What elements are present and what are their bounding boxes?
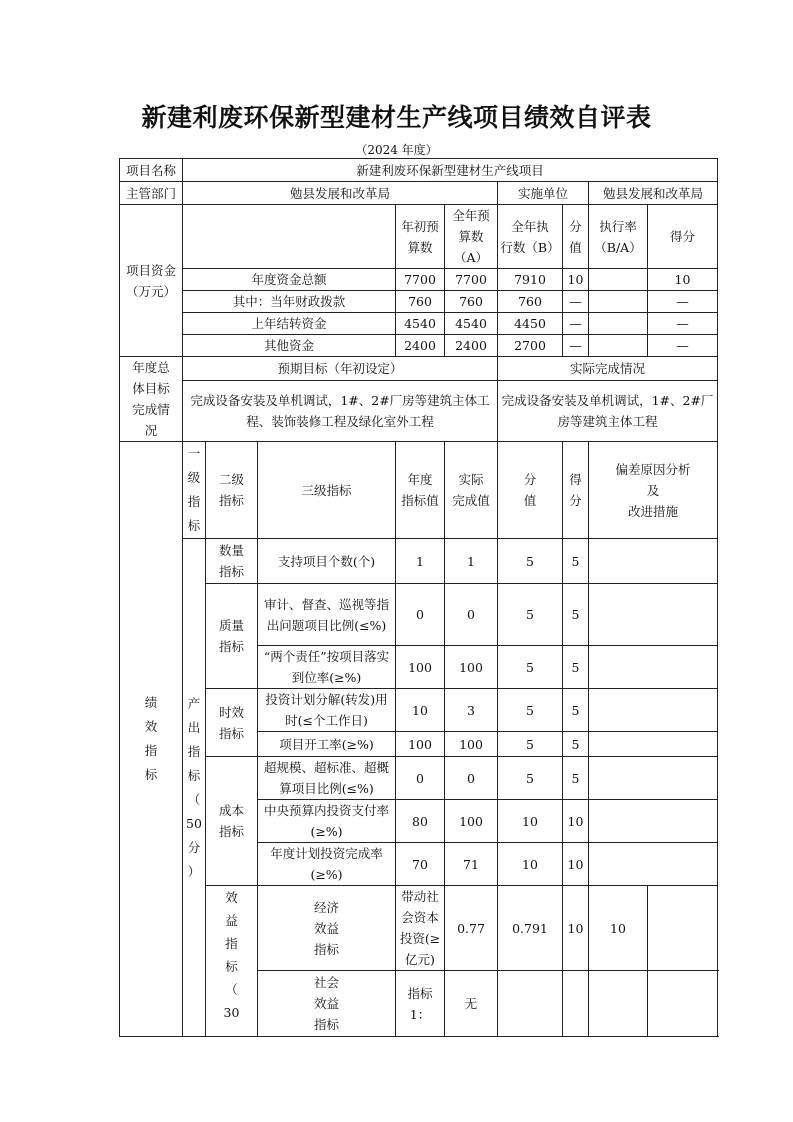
label-impl-unit: 实施单位	[498, 182, 589, 205]
label-output: 产 出 指 标 （ 50 分 ）	[183, 539, 206, 1037]
indicator-points	[563, 971, 589, 1037]
hdr-score: 得分	[648, 205, 718, 269]
label-dept: 主管部门	[120, 182, 183, 205]
label-expected-goal: 预期目标（年初设定）	[183, 357, 498, 381]
indicator-actual: 71	[445, 843, 498, 886]
indicator-name: 审计、督查、巡视等指出问题项目比例(≤%)	[258, 584, 396, 646]
indicator-actual	[498, 971, 563, 1037]
indicator-note	[589, 732, 718, 757]
indicator-actual: 1	[445, 539, 498, 584]
value-project-name: 新建利废环保新型建材生产线项目	[183, 159, 718, 182]
row-indicator-header	[120, 442, 718, 539]
report-year: （2024 年度）	[355, 143, 438, 157]
indicator-note	[589, 800, 718, 843]
label-actual-done: 实际完成情况	[498, 357, 718, 381]
fund-score: —	[648, 291, 718, 313]
fund-exec: 7910	[498, 269, 563, 291]
fund-points: 10	[563, 269, 589, 291]
row-indicator	[120, 689, 718, 732]
row-goal-header	[120, 357, 718, 381]
label-quality: 质量 指标	[206, 584, 258, 689]
indicator-note	[589, 539, 718, 584]
indicator-target: 70	[396, 843, 445, 886]
indicator-note	[589, 646, 718, 689]
indicator-target: 80	[396, 800, 445, 843]
fund-label: 上年结转资金	[183, 313, 396, 335]
fund-exec: 760	[498, 291, 563, 313]
fund-points: —	[563, 313, 589, 335]
label-quantity: 数量 指标	[206, 539, 258, 584]
indicator-points: 5	[498, 757, 563, 800]
fund-rate	[589, 269, 648, 291]
indicator-name: 支持项目个数(个)	[258, 539, 396, 584]
indicator-name: “两个责任”按项目落实到位率(≥%)	[258, 646, 396, 689]
fund-initial: 4540	[396, 313, 445, 335]
hdr-actual-value: 实际 完成值	[445, 442, 498, 539]
fund-score: 10	[648, 269, 718, 291]
indicator-target: 100	[396, 646, 445, 689]
fund-initial: 760	[396, 291, 445, 313]
indicator-actual: 0	[445, 757, 498, 800]
indicator-points: 5	[498, 584, 563, 646]
fund-full: 4540	[445, 313, 498, 335]
indicator-score: 5	[563, 732, 589, 757]
hdr-full-year-budget: 全年预 算数 （A）	[445, 205, 498, 269]
indicator-note	[589, 757, 718, 800]
fund-points: —	[563, 335, 589, 357]
indicator-score: 5	[563, 646, 589, 689]
fund-label: 其中：当年财政拨款	[183, 291, 396, 313]
indicator-points: 10	[498, 800, 563, 843]
indicator-points: 5	[498, 689, 563, 732]
row-indicator	[120, 584, 718, 646]
fund-full: 2400	[445, 335, 498, 357]
row-fund-total	[120, 269, 718, 291]
indicator-target: 1	[396, 539, 445, 584]
indicator-points: 10	[563, 886, 589, 971]
row-goal-content	[120, 380, 718, 441]
row-funds-header	[120, 205, 718, 269]
hdr-initial-budget: 年初预 算数	[396, 205, 445, 269]
indicator-name: 年度计划投资完成率(≥%)	[258, 843, 396, 886]
indicator-note	[589, 584, 718, 646]
indicator-name: 指标 1：	[396, 971, 445, 1037]
indicator-name: 投资计划分解(转发)用时(≤个工作日)	[258, 689, 396, 732]
hdr-deviation: 偏差原因分析 及 改进措施	[589, 442, 718, 539]
indicator-note	[648, 971, 718, 1037]
label-funds: 项目资金 （万元）	[120, 205, 183, 357]
indicator-name: 超规模、超标准、超概算项目比例(≤%)	[258, 757, 396, 800]
fund-initial: 2400	[396, 335, 445, 357]
indicator-actual: 100	[445, 800, 498, 843]
fund-score: —	[648, 313, 718, 335]
label-benefit: 效 益 指 标 （ 30	[206, 886, 258, 1037]
indicator-target: 0	[396, 757, 445, 800]
evaluation-table-wrap	[119, 158, 717, 1032]
indicator-score: 5	[563, 584, 589, 646]
indicator-points: 10	[498, 843, 563, 886]
funds-header-blank	[183, 205, 396, 269]
row-project-name	[120, 159, 718, 182]
hdr-level3: 三级指标	[258, 442, 396, 539]
fund-rate	[589, 313, 648, 335]
indicator-score: 10	[589, 886, 648, 971]
indicator-name: 中央预算内投资支付率(≥%)	[258, 800, 396, 843]
label-performance: 绩 效 指 标	[120, 442, 183, 1037]
hdr-points: 分 值	[498, 442, 563, 539]
value-impl-unit: 勉县发展和改革局	[589, 182, 718, 205]
expected-goal-text: 完成设备安装及单机调试，1#、2#厂房等建筑主体工程、装饰装修工程及绿化室外工程	[183, 380, 498, 441]
indicator-target: 10	[396, 689, 445, 732]
hdr-score-value: 分 值	[563, 205, 589, 269]
hdr-annual-value: 年度 指标值	[396, 442, 445, 539]
indicator-points: 5	[498, 539, 563, 584]
evaluation-table	[119, 158, 718, 1037]
label-social: 社会 效益 指标	[258, 971, 396, 1037]
fund-score: —	[648, 335, 718, 357]
indicator-actual: 3	[445, 689, 498, 732]
indicator-actual: 0.791	[498, 886, 563, 971]
hdr-full-year-exec: 全年执 行数（B）	[498, 205, 563, 269]
label-cost: 成本 指标	[206, 757, 258, 886]
indicator-actual: 0	[445, 584, 498, 646]
label-timeliness: 时效 指标	[206, 689, 258, 757]
label-annual-target: 年度总 体目标 完成情 况	[120, 357, 183, 442]
fund-label: 其他资金	[183, 335, 396, 357]
hdr-get-score: 得分	[563, 442, 589, 539]
fund-exec: 4450	[498, 313, 563, 335]
fund-full: 7700	[445, 269, 498, 291]
indicator-name: 项目开工率(≥%)	[258, 732, 396, 757]
indicator-points: 5	[498, 646, 563, 689]
fund-rate	[589, 335, 648, 357]
indicator-points: 5	[498, 732, 563, 757]
indicator-note	[648, 886, 718, 971]
row-indicator	[120, 539, 718, 584]
indicator-actual: 100	[445, 732, 498, 757]
row-fund-carryover	[120, 313, 718, 335]
value-dept: 勉县发展和改革局	[183, 182, 498, 205]
indicator-note	[589, 689, 718, 732]
indicator-target: 0.77	[445, 886, 498, 971]
fund-full: 760	[445, 291, 498, 313]
indicator-note	[589, 843, 718, 886]
indicator-score: 5	[563, 757, 589, 800]
indicator-score: 10	[563, 800, 589, 843]
label-project-name: 项目名称	[120, 159, 183, 182]
row-fund-other	[120, 335, 718, 357]
indicator-target: 0	[396, 584, 445, 646]
fund-label: 年度资金总额	[183, 269, 396, 291]
fund-points: —	[563, 291, 589, 313]
row-indicator	[120, 886, 718, 971]
row-fund-fiscal	[120, 291, 718, 313]
fund-rate	[589, 291, 648, 313]
actual-done-text: 完成设备安装及单机调试，1#、2#厂房等建筑主体工程	[498, 380, 718, 441]
label-economic: 经济 效益 指标	[258, 886, 396, 971]
indicator-actual: 100	[445, 646, 498, 689]
indicator-name: 带动社会资本投资(≥亿元)	[396, 886, 445, 971]
hdr-level1: 一 级 指 标	[183, 442, 206, 539]
page-title: 新建利废环保新型建材生产线项目绩效自评表	[141, 103, 652, 132]
hdr-level2: 二级 指标	[206, 442, 258, 539]
row-indicator	[120, 757, 718, 800]
indicator-target: 100	[396, 732, 445, 757]
indicator-score	[589, 971, 648, 1037]
indicator-score: 5	[563, 689, 589, 732]
row-dept	[120, 182, 718, 205]
indicator-score: 5	[563, 539, 589, 584]
indicator-target: 无	[445, 971, 498, 1037]
fund-initial: 7700	[396, 269, 445, 291]
fund-exec: 2700	[498, 335, 563, 357]
indicator-score: 10	[563, 843, 589, 886]
hdr-exec-rate: 执行率 （B/A）	[589, 205, 648, 269]
